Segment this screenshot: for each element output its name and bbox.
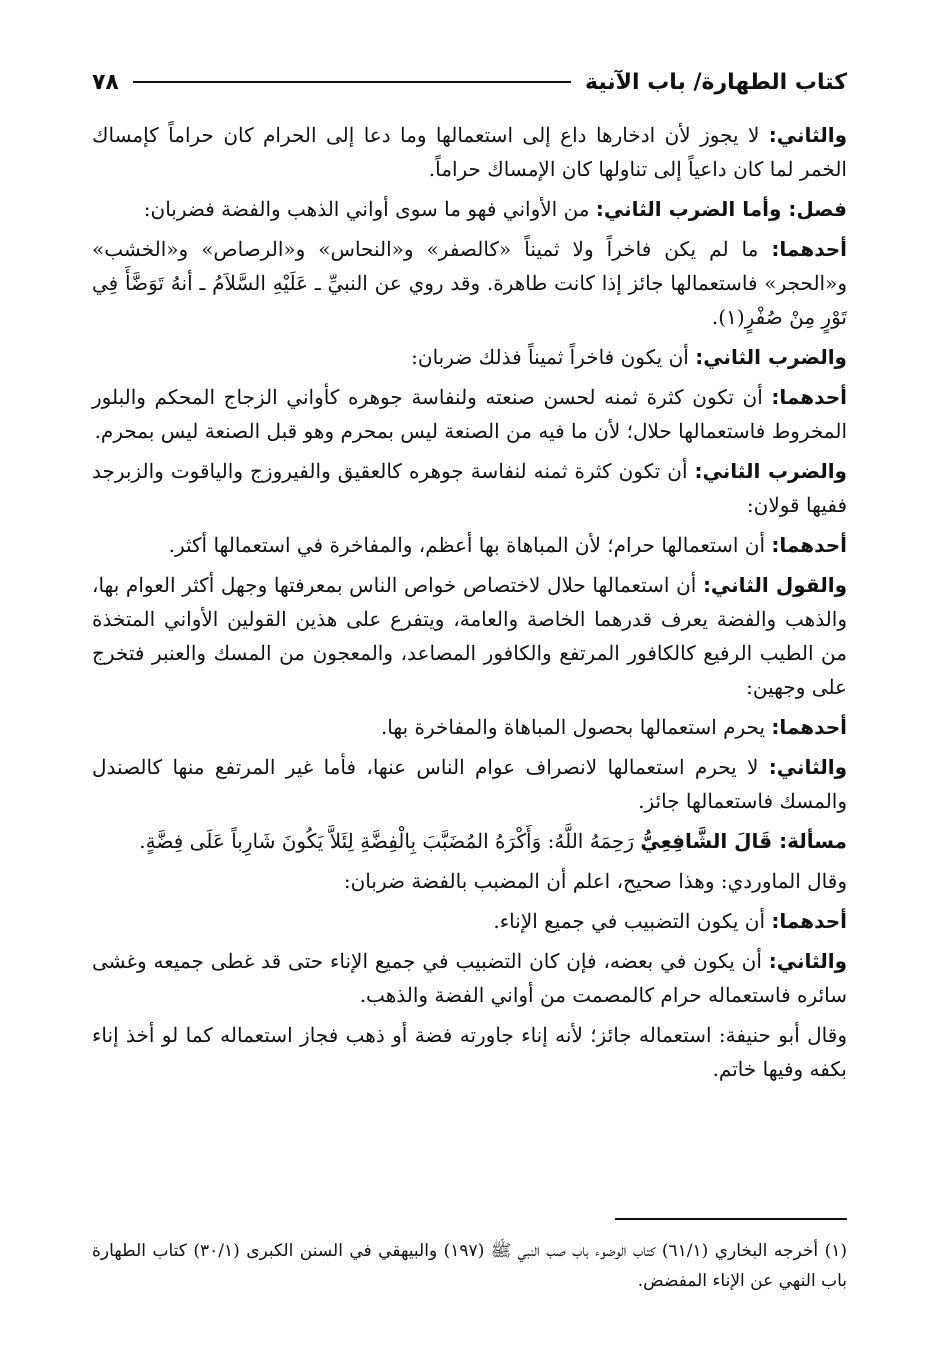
paragraph <box>92 118 847 186</box>
paragraph-text: أن تكون كثرة ثمنه لحسن صنعته ولنفاسة جوهره كأواني الزجاج المحكم والبلور المخروط فاستعمالها حلال؛ لأن ما فيه من الصنعة ليس بمحرم وهو قبل الصنعة ليس بمحرم. <box>92 385 847 443</box>
paragraph-lead: أحدهما: <box>771 715 847 739</box>
paragraph-lead: أحدهما: <box>771 385 847 409</box>
paragraph <box>92 192 847 226</box>
paragraph-text: أن استعمالها حرام؛ لأن المباهاة بها أعظم، والمفاخرة في استعمالها أكثر. <box>168 533 766 557</box>
running-title: كتاب الطهارة/ باب الآنية <box>585 69 847 95</box>
paragraph-lead: والثاني: <box>768 755 848 779</box>
paragraph <box>92 1018 847 1086</box>
paragraph-lead: أحدهما: <box>771 533 847 557</box>
paragraph-lead: أحدهما: <box>771 909 847 933</box>
paragraph-text: أن استعمالها حلال لاختصاص خواص الناس بمعرفتها وجهل أكثر العوام بها، والذهب والفضة يعرف قدرهما الخاصة والعامة، ويتفرع على هذين القولين الأواني المتخذة من الطيب الرفيع كالكافور المرتفع والكافور المصاعد، والمعجون من المسك والعنبر فتخرج على وجهين: <box>92 573 847 699</box>
page-header <box>92 62 847 102</box>
paragraph-lead: فصل: وأما الضرب الثاني: <box>595 197 847 221</box>
paragraph <box>92 380 847 448</box>
paragraph-text: لا يحرم استعمالها لانصراف عوام الناس عنها، فأما غير المرتفع منها كالصندل والمسك فاستعمالها جائز. <box>92 755 847 813</box>
paragraph <box>92 864 847 898</box>
paragraph-lead: أحدهما: <box>771 237 848 261</box>
paragraph <box>92 232 847 334</box>
paragraph <box>92 710 847 744</box>
paragraph-lead: والقول الثاني: <box>702 573 848 597</box>
paragraph-text: أن يكون فاخراً ثميناً فذلك ضربان: <box>411 345 689 369</box>
header-rule <box>133 81 571 83</box>
paragraph <box>92 568 847 704</box>
paragraph-text: وقال الماوردي: وهذا صحيح، اعلم أن المضبب بالفضة ضربان: <box>343 869 847 893</box>
paragraph-text: رَحِمَهُ اللَّهُ: وَأَكْرَهُ المُضَبَّبَ بِالْفِضَّةِ لِئَلاَّ يَكُونَ شَارِباً عَلَى فِضَّةٍ. <box>139 829 635 853</box>
paragraph-lead: والثاني: <box>768 949 847 973</box>
paragraph-text: لا يجوز لأن ادخارها داع إلى استعمالها وما دعا إلى الحرام كان حراماً كإمساك الخمر لما كان داعياً إلى تناولها كان الإمساك حراماً. <box>92 123 847 181</box>
paragraph-lead: مسألة: قَالَ الشَّافِعِيُّ <box>640 829 847 853</box>
paragraph-text: ما لم يكن فاخراً ولا ثميناً «كالصفر» و«النحاس» و«الرصاص» و«الخشب» و«الحجر» فاستعمالها جائز إذا كانت طاهرة. وقد روي عن النبيِّ ـ عَلَيْهِ السَّلاَمُ ـ أنهُ تَوَضَّأَ فِي تَوْرٍ مِنْ صُفْرٍ(١). <box>92 237 847 329</box>
paragraph-lead: والضرب الثاني: <box>694 459 847 483</box>
paragraph <box>92 944 847 1012</box>
footnote: (١) أخرجه البخاري (٦١/١) كتاب الوضوء باب صب النبي ﷺ (١٩٧) والبيهقي في السنن الكبرى (٣٠/١) كتاب الطهارة باب النهي عن الإناء المفضض. <box>92 1241 848 1291</box>
paragraph <box>92 528 847 562</box>
page-number: ٧٨ <box>92 69 119 95</box>
paragraph-lead: والضرب الثاني: <box>695 345 847 369</box>
paragraph-text: من الأواني فهو ما سوى أواني الذهب والفضة فضربان: <box>143 197 590 221</box>
paragraph-text: أن يكون في بعضه، فإن كان التضبيب في جميع الإناء حتى قد غطى جميعه وغشى سائره فاستعماله حرام كالمصمت من أواني الفضة والذهب. <box>92 949 847 1007</box>
paragraph <box>92 824 847 858</box>
paragraph <box>92 904 847 938</box>
footnote-separator <box>615 1218 847 1220</box>
paragraph-text: أن يكون التضبيب في جميع الإناء. <box>493 909 766 933</box>
page-body <box>92 118 847 1092</box>
paragraph-text: وقال أبو حنيفة: استعماله جائز؛ لأنه إناء جاورته فضة أو ذهب فجاز استعماله كما لو أخذ إناء بكفه وفيها خاتم. <box>92 1023 847 1081</box>
paragraph <box>92 454 847 522</box>
paragraph <box>92 340 847 374</box>
paragraph-lead: والثاني: <box>768 123 847 147</box>
paragraph <box>92 750 847 818</box>
paragraph-text: يحرم استعمالها بحصول المباهاة والمفاخرة بها. <box>380 715 766 739</box>
paragraph-text: أن تكون كثرة ثمنه لنفاسة جوهره كالعقيق والفيروزج والياقوت والزبرجد ففيها قولان: <box>92 459 847 517</box>
